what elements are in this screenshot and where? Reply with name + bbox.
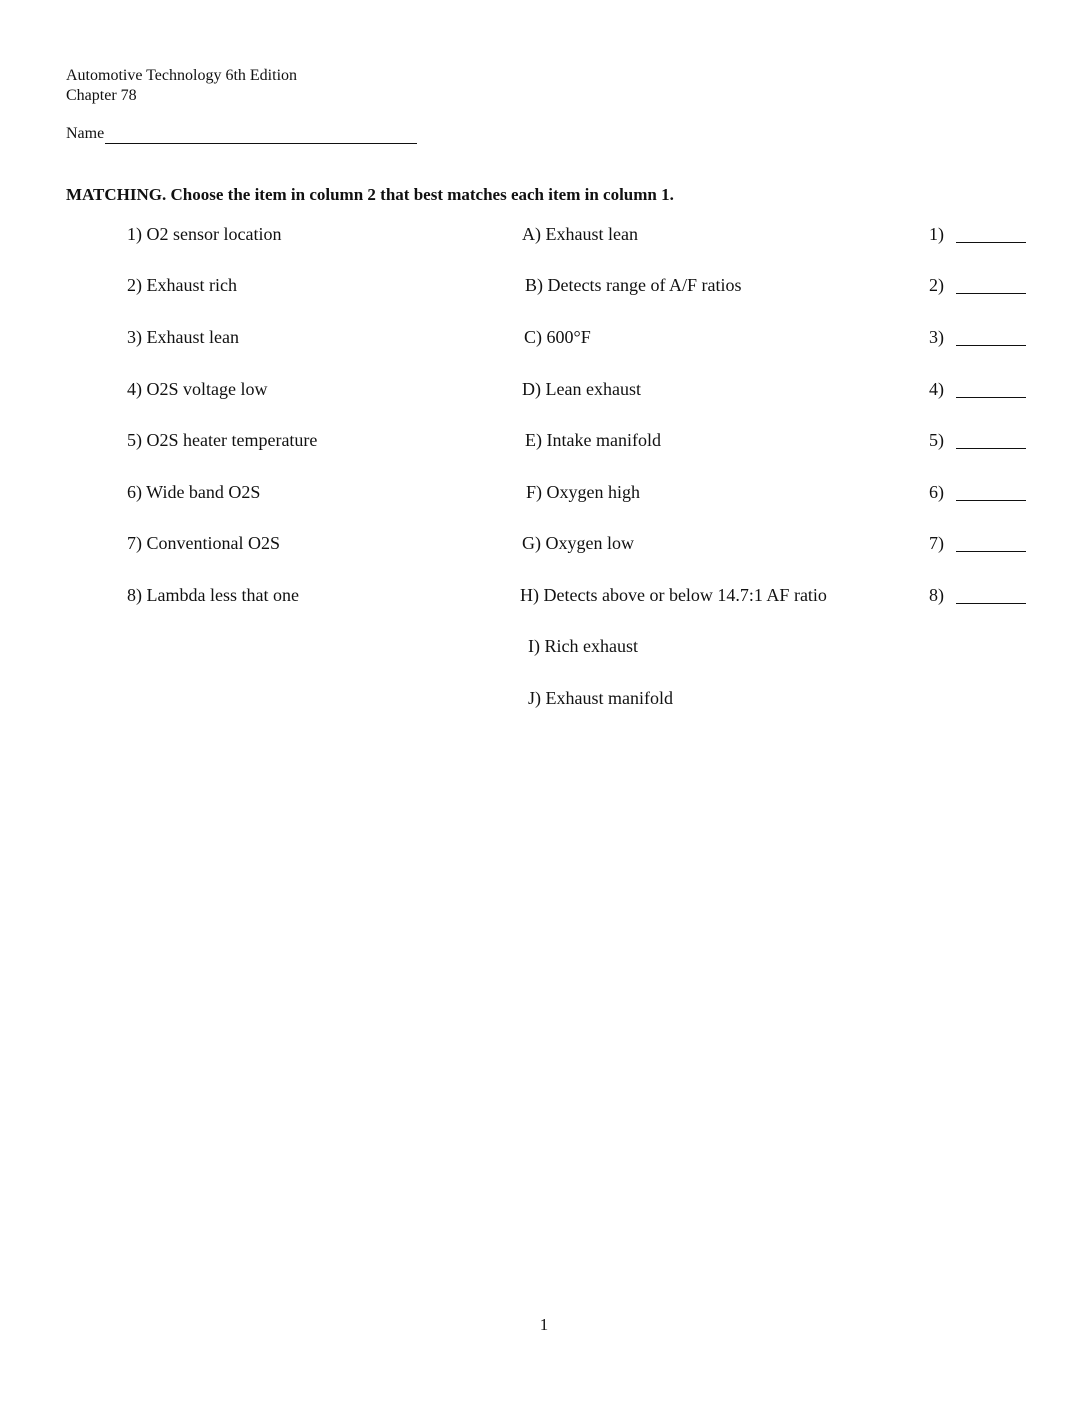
matching-row [0,222,1088,246]
column2-item: J) Exhaust manifold [528,688,673,708]
chapter-label: Chapter 78 [66,87,137,104]
answer-number: 8) [929,585,944,605]
answer-blank[interactable] [956,345,1026,346]
column2-item: H) Detects above or below 14.7:1 AF ratio [520,585,827,605]
answer-number: 2) [929,275,944,295]
column2-item: F) Oxygen high [526,482,640,502]
answer-blank[interactable] [956,242,1026,243]
column1-item: 1) O2 sensor location [127,224,282,244]
column1-item: 7) Conventional O2S [127,533,280,553]
answer-blank[interactable] [956,603,1026,604]
matching-row [0,428,1088,452]
page-number: 1 [539,1315,549,1334]
column2-item: I) Rich exhaust [528,636,638,656]
name-blank[interactable] [105,125,417,144]
book-title: Automotive Technology 6th Edition [66,67,298,84]
answer-blank[interactable] [956,551,1026,552]
column2-item: E) Intake manifold [525,430,661,450]
instructions: MATCHING. Choose the item in column 2 that best matches each item in column 1. [66,185,674,204]
matching-row [0,273,1088,297]
matching-row [0,531,1088,555]
matching-row [0,634,1088,658]
matching-row [0,686,1088,710]
answer-blank[interactable] [956,397,1026,398]
answer-number: 6) [929,482,944,502]
column2-item: D) Lean exhaust [522,379,641,399]
matching-row [0,583,1088,607]
column2-item: G) Oxygen low [522,533,634,553]
matching-row [0,377,1088,401]
name-label: Name [66,125,105,142]
matching-row [0,325,1088,349]
answer-blank[interactable] [956,500,1026,501]
column2-item: B) Detects range of A/F ratios [525,275,742,295]
column1-item: 4) O2S voltage low [127,379,268,399]
column2-item: C) 600°F [524,327,591,347]
answer-number: 1) [929,224,944,244]
column2-item: A) Exhaust lean [522,224,638,244]
name-field-row [66,124,417,144]
answer-blank[interactable] [956,448,1026,449]
column1-item: 5) O2S heater temperature [127,430,318,450]
column1-item: 3) Exhaust lean [127,327,239,347]
answer-blank[interactable] [956,293,1026,294]
column1-item: 6) Wide band O2S [127,482,261,502]
answer-number: 5) [929,430,944,450]
answer-number: 3) [929,327,944,347]
column1-item: 2) Exhaust rich [127,275,237,295]
column1-item: 8) Lambda less that one [127,585,299,605]
answer-number: 7) [929,533,944,553]
answer-number: 4) [929,379,944,399]
matching-row [0,480,1088,504]
